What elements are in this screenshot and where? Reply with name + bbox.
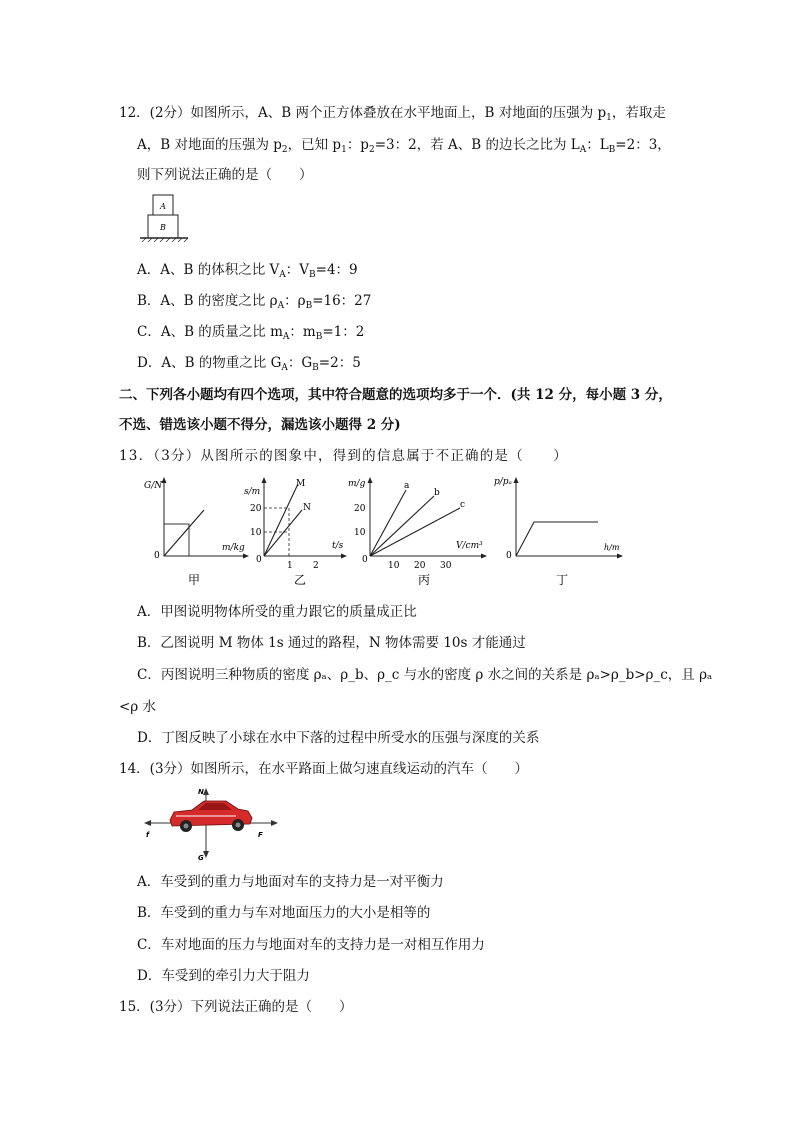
graph-bing-origin: 0 (362, 555, 368, 565)
section2-heading-line2: 不选、错选该小题不得分，漏选该小题得 2 分) (119, 417, 401, 433)
graph-bing-label-b: b (434, 488, 440, 498)
graph-ding-origin: 0 (506, 551, 512, 561)
q13-option-d[interactable]: D．丁图反映了小球在水中下落的过程中所受水的压强与深度的关系 (137, 730, 540, 746)
graph-yi-label-n: N (303, 503, 311, 513)
q15-stem: 15．(3分）下列说法正确的是（ ） (119, 999, 353, 1015)
graph-yi-caption: 乙 (294, 573, 307, 587)
graph-ding-caption: 丁 (556, 573, 569, 587)
q13-stem: 13．（3分）从图所示的图象中，得到的信息属于不正确的是（ ） (119, 448, 568, 464)
q14-option-a[interactable]: A．车受到的重力与地面对车的支持力是一对平衡力 (137, 874, 444, 890)
force-label-n: N (198, 788, 204, 796)
q12-stem-line3: 则下列说法正确的是（ ） (137, 167, 313, 183)
q12-option-c[interactable]: C．A、B 的质量之比 $m_A$：$m_B=1$：2 (137, 324, 365, 342)
graph-yi-tick-20: 20 (250, 504, 262, 514)
graph-yi-tick-10: 10 (250, 528, 262, 538)
force-label-f: f (146, 831, 150, 839)
stacked-blocks-figure (140, 192, 190, 242)
q12-option-b[interactable]: B．A、B 的密度之比 $\rho_A$：$\rho_B=16$：27 (137, 293, 372, 311)
graph-jia-xlabel: m/kg (222, 543, 245, 553)
graph-bing-label-a: a (404, 481, 410, 491)
q13-option-c-cont: <ρ 水 (119, 699, 157, 715)
q14-option-d[interactable]: D．车受到的牵引力大于阻力 (137, 968, 310, 984)
graph-bing (344, 476, 494, 588)
force-label-g: G (198, 854, 204, 862)
graph-yi-ylabel: s/m (244, 487, 261, 497)
q12-stem-line2: A，B 对地面的压强为 $p_2$，已知 $p_1$：$p_2=3$：2，若 A、B 的边长之比为 $L_A$：$L_B=2$：3， (137, 137, 671, 155)
graph-yi (238, 476, 350, 588)
graph-bing-tick-20: 20 (354, 504, 366, 514)
graph-bing-tick-x10: 10 (388, 561, 400, 571)
q13-option-b[interactable]: B．乙图说明 M 物体 1s 通过的路程，N 物体需要 10s 才能通过 (137, 635, 526, 651)
graph-ding-xlabel: h/m (604, 543, 620, 552)
q12-stem-line1: 12．(2分）如图所示，A、B 两个正方体叠放在水平地面上，B 对地面的压强为 $p_1$，若取走 (119, 105, 666, 123)
graph-bing-tick-10: 10 (354, 528, 366, 538)
graph-yi-tick-x2: 2 (313, 561, 319, 571)
graph-ding-ylabel: p/pₐ (494, 477, 512, 487)
red-car-icon (170, 801, 252, 832)
q13-option-c[interactable]: C．丙图说明三种物质的密度 ρₐ、ρ_b、ρ_c 与水的密度 ρ 水之间的关系是 ρₐ>ρ_b>ρ_c，且 ρₐ (137, 667, 713, 683)
graph-jia (140, 476, 250, 588)
graph-yi-tick-x1: 1 (287, 561, 293, 571)
graph-bing-label-c: c (460, 500, 466, 510)
graph-ding (492, 476, 624, 588)
graph-yi-line-m (264, 484, 298, 556)
force-label-F: F (258, 831, 263, 839)
graph-jia-line (164, 510, 204, 556)
graph-bing-caption: 丙 (418, 573, 431, 587)
q12-option-d[interactable]: D．A、B 的物重之比 $G_A$：$G_B=2$：5 (137, 355, 361, 373)
graph-jia-ylabel: G/N (144, 481, 163, 491)
graph-ding-curve (516, 522, 598, 556)
graph-bing-tick-x20: 20 (414, 561, 426, 571)
section2-heading-line1: 二、下列各小题均有四个选项，其中符合题意的选项均多于一个．(共 12 分，每小题 3 分， (119, 387, 672, 403)
block-a-label: A (160, 202, 166, 211)
q14-option-c[interactable]: C．车对地面的压力与地面对车的支持力是一对相互作用力 (137, 937, 485, 953)
graph-jia-caption: 甲 (188, 573, 201, 587)
graph-bing-line-b (370, 496, 434, 556)
graph-yi-origin: 0 (256, 555, 262, 565)
car-forces-figure (140, 786, 280, 862)
graph-yi-xlabel: t/s (332, 541, 344, 551)
block-b-label: B (160, 223, 166, 232)
graph-bing-tick-x30: 30 (440, 561, 452, 571)
q14-option-b[interactable]: B．车受到的重力与车对地面压力的大小是相等的 (137, 905, 431, 921)
q12-option-a[interactable]: A．A、B 的体积之比 $V_A$：$V_B=4$：9 (137, 262, 358, 280)
graph-jia-origin: 0 (154, 551, 160, 561)
q14-stem: 14．(3分）如图所示，在水平路面上做匀速直线运动的汽车（ ） (119, 761, 529, 777)
graph-bing-ylabel: m/g (348, 479, 366, 489)
graph-yi-label-m: M (296, 479, 306, 489)
q13-option-a[interactable]: A．甲图说明物体所受的重力跟它的质量成正比 (137, 604, 417, 620)
graph-bing-xlabel: V/cm³ (456, 541, 483, 551)
